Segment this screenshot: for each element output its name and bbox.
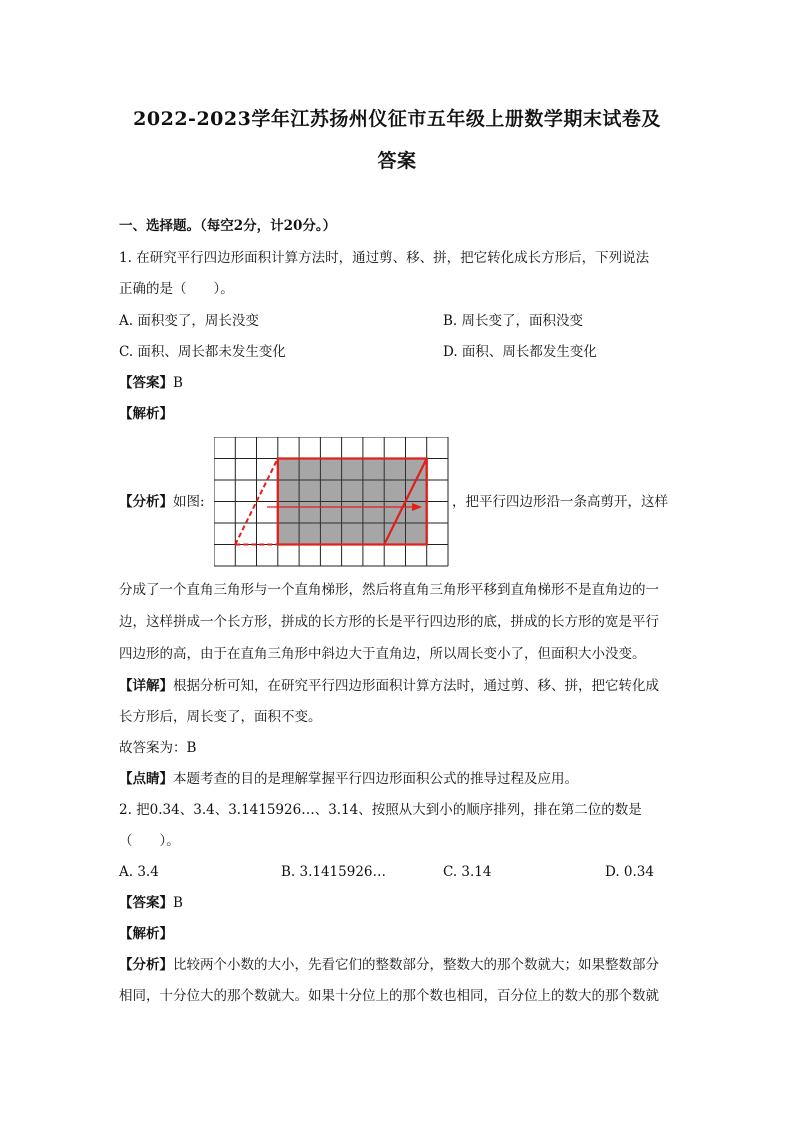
q2-option-d: D. 0.34 [605, 864, 654, 880]
q1-option-b: B. 周长变了，面积没变 [443, 313, 584, 329]
q2-answer [119, 893, 183, 913]
q2-option-a: A. 3.4 [119, 864, 159, 880]
answer-tag: 【答案】 [119, 375, 173, 391]
answer-value: B [173, 895, 183, 911]
analysis-tag: 【分析】 [119, 494, 173, 510]
q2-option-b: B. 3.1415926… [281, 864, 387, 880]
q1-analysis-line4: 四边形的高，由于在直角三角形中斜边大于直角边，所以周长变小了，但面积大小没变。 [119, 646, 646, 662]
q2-analysis-cont: 相同，十分位大的那个数就大。如果十分位上的那个数也相同，百分位上的数大的那个数就 [119, 988, 659, 1004]
q1-analysis-line2: 分成了一个直角三角形与一个直角梯形，然后将直角三角形平移到直角梯形不是直角边的一 [119, 582, 659, 598]
q1-detail-cont: 长方形后，周长变了，面积不变。 [119, 709, 322, 725]
q1-stem: 1. 在研究平行四边形面积计算方法时，通过剪、移、拼，把它转化成长方形后，下列说法 [119, 250, 650, 266]
section-heading: 一、选择题。（每空2分，计20分。） [119, 218, 337, 234]
answer-value: B [173, 375, 183, 391]
analysis-text: 比较两个小数的大小，先看它们的整数部分，整数大的那个数就大；如果整数部分 [173, 957, 659, 973]
dianjing-tag: 【点睛】 [119, 771, 173, 787]
detail-text: 根据分析可知，在研究平行四边形面积计算方法时，通过剪、移、拼，把它转化成 [173, 678, 659, 694]
q1-answer [119, 373, 183, 393]
page-title: 2022-2023学年江苏扬州仪征市五年级上册数学期末试卷及 [133, 108, 661, 130]
q1-detail [119, 676, 659, 696]
q1-option-a: A. 面积变了，周长没变 [119, 313, 259, 329]
dianjing-text: 本题考查的目的是理解掌握平行四边形面积公式的推导过程及应用。 [173, 771, 578, 787]
q1-analysis-line1 [119, 492, 205, 512]
page-title-cont: 答案 [377, 150, 417, 172]
analysis-tag: 【分析】 [119, 957, 173, 973]
q2-analysis [119, 955, 659, 975]
q1-stem-cont: 正确的是（ ）。 [119, 281, 234, 297]
detail-tag: 【详解】 [119, 678, 173, 694]
parallelogram-figure [214, 437, 450, 568]
analysis-pre: 如图: [173, 494, 205, 510]
q2-stem-cont: （ ）。 [119, 833, 180, 849]
q1-dianjing [119, 769, 578, 789]
answer-tag: 【答案】 [119, 895, 173, 911]
q2-option-c: C. 3.14 [443, 864, 492, 880]
q1-jiexi-tag: 【解析】 [119, 406, 173, 422]
q1-analysis-line1-end: ，把平行四边形沿一条高剪开，这样 [452, 494, 668, 510]
q2-jiexi-tag: 【解析】 [119, 926, 173, 942]
q1-analysis-line3: 边，这样拼成一个长方形，拼成的长方形的长是平行四边形的底，拼成的长方形的宽是平行 [119, 614, 659, 630]
q1-final-answer: 故答案为：B [119, 740, 197, 756]
q1-option-c: C. 面积、周长都未发生变化 [119, 344, 286, 360]
q2-stem: 2. 把0.34、3.4、3.1415926…、3.14、按照从大到小的顺序排列，排在第二位的数是 [119, 802, 642, 818]
q1-option-d: D. 面积、周长都发生变化 [443, 344, 597, 360]
